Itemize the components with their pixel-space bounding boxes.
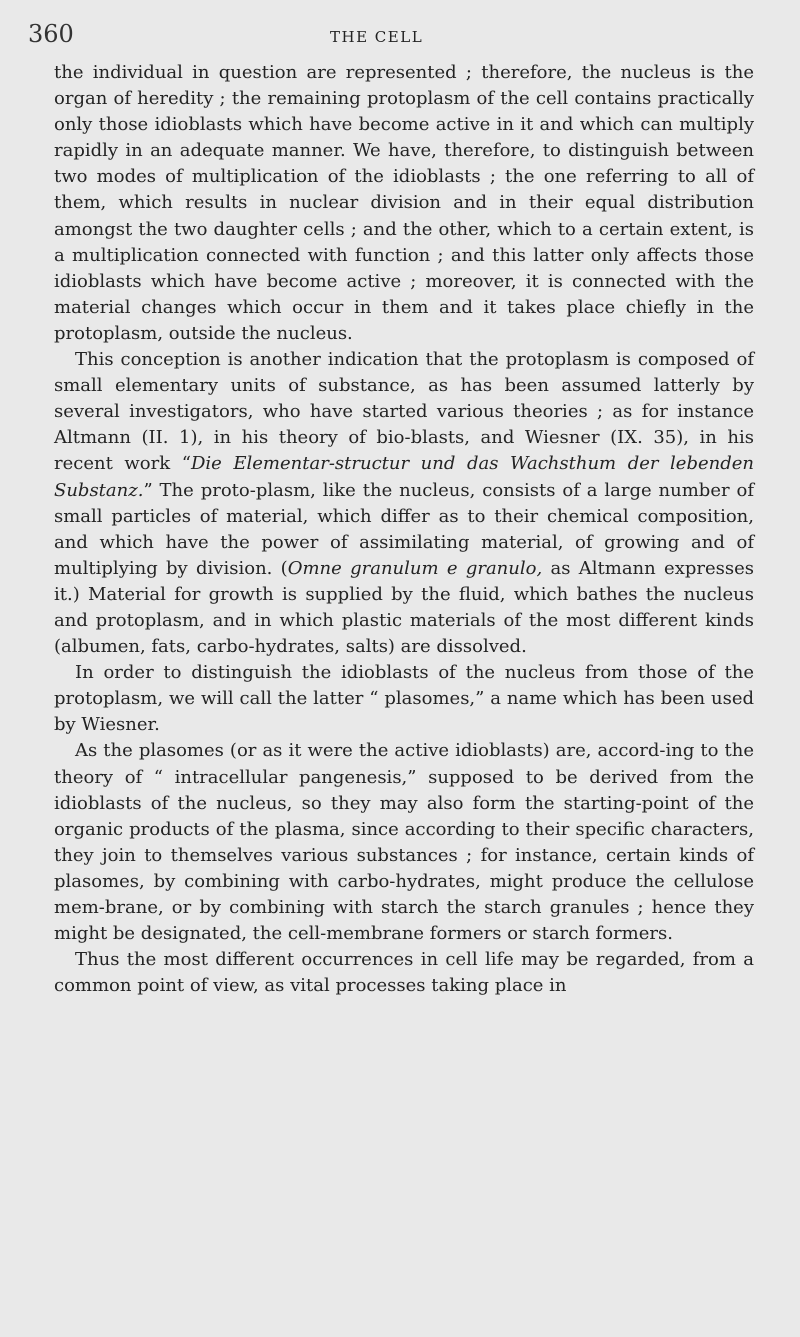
body-text <box>54 60 754 999</box>
paragraph-1: the individual in question are represented ; therefore, the nucleus is the organ of heredity ; the remaining protoplasm of the cell contains practically only those idioblasts which have become active in it and which can multiply rapidly in an adequate manner. We have, therefore, to distinguish between two modes of multiplication of the idioblasts ; the one referring to all of them, which results in nuclear division and in their equal distribution amongst the two daughter cells ; and the other, which to a certain extent, is a multiplication connected with function ; and this latter only affects those idioblasts which have become active ; moreover, it is connected with the material changes which occur in them and it takes place chiefly in the protoplasm, outside the nucleus. <box>54 62 754 344</box>
latin-quote: Omne granulum e granulo, <box>287 557 543 579</box>
paragraph-2 <box>54 347 754 660</box>
book-title: Die Elementar-structur und das Wachsthum der lebenden Substanz. <box>54 453 754 501</box>
paragraph-2-text-1: This conception is another indication that the protoplasm is composed of small elementary units of substance, as has been assumed latterly by several investigators, who have started various theories ; as for instance Altmann (II. 1), in his theory of bio-blasts, and Wiesner (IX. 35), in his recent work “ <box>54 349 754 475</box>
running-head: THE CELL <box>330 28 424 46</box>
paragraph-4: As the plasomes (or as it were the active idioblasts) are, accord-ing to the theory of “ intracellular pangenesis,” supposed to be derived from the idioblasts of the nucleus, so they may also form the starting-point of the organic products of the plasma, since according to their specific characters, they join to themselves various substances ; for instance, certain kinds of plasomes, by combining with carbo-hydrates, might produce the cellulose mem-brane, or by combining with starch the starch granules ; hence they might be designated, the cell-membrane formers or starch formers. <box>54 740 754 945</box>
page-header <box>28 20 772 50</box>
paragraph-5: Thus the most different occurrences in cell life may be regarded, from a common point of view, as vital processes taking place in <box>54 949 754 997</box>
paragraph-3: In order to distinguish the idioblasts of the nucleus from those of the protoplasm, we will call the latter “ plasomes,” a name which has been used by Wiesner. <box>54 662 754 736</box>
paragraph-2-text-3: as Altmann expresses it.) Material for growth is supplied by the fluid, which bathes the nucleus and protoplasm, and in which plastic materials of the most different kinds (albumen, fats, carbo-hydrates, salts) are dissolved. <box>54 557 754 658</box>
paragraph-2-text-2: ” The proto-plasm, like the nucleus, consists of a large number of small particles of material, which differ as to their chemical composition, and which have the power of assimilating material, of growing and of multiplying by division. ( <box>54 479 754 579</box>
page-number: 360 <box>28 20 74 48</box>
